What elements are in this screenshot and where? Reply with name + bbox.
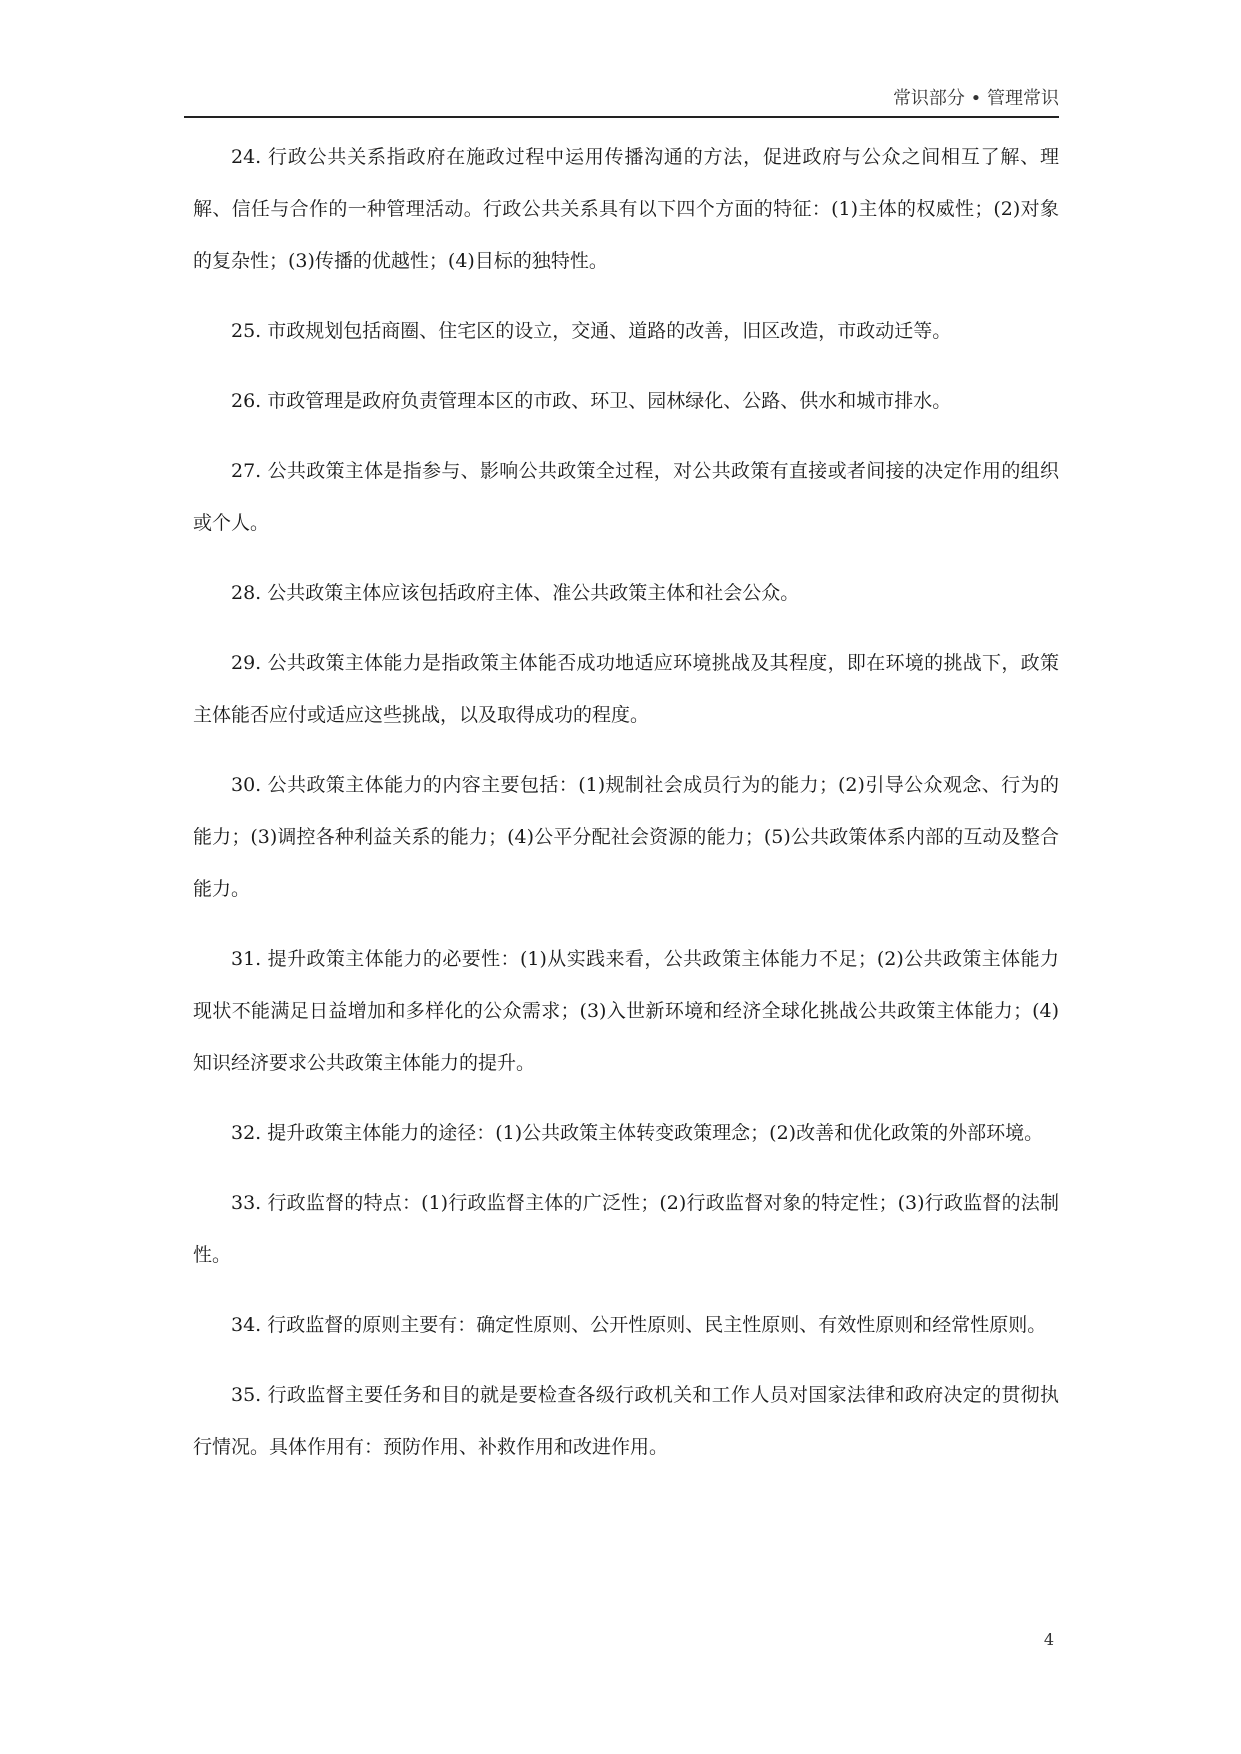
paragraph-27: 27. 公共政策主体是指参与、影响公共政策全过程，对公共政策有直接或者间接的决定作用的组织或个人。	[193, 460, 1059, 534]
paragraph-33: 33. 行政监督的特点：(1)行政监督主体的广泛性；(2)行政监督对象的特定性；(3)行政监督的法制性。	[193, 1192, 1059, 1266]
paragraph-29: 29. 公共政策主体能力是指政策主体能否成功地适应环境挑战及其程度，即在环境的挑战下，政策主体能否应付或适应这些挑战，以及取得成功的程度。	[193, 652, 1059, 726]
page-number: 4	[1043, 1630, 1054, 1649]
paragraph-25: 25. 市政规划包括商圈、住宅区的设立，交通、道路的改善，旧区改造，市政动迁等。	[231, 320, 952, 342]
paragraph-26: 26. 市政管理是政府负责管理本区的市政、环卫、园林绿化、公路、供水和城市排水。	[231, 390, 952, 412]
header-title: 常识部分 • 管理常识	[892, 88, 1059, 109]
paragraph-35: 35. 行政监督主要任务和目的就是要检查各级行政机关和工作人员对国家法律和政府决定的贯彻执行情况。具体作用有：预防作用、补救作用和改进作用。	[193, 1384, 1059, 1458]
page-header	[184, 86, 1059, 118]
paragraph-28: 28. 公共政策主体应该包括政府主体、准公共政策主体和社会公众。	[231, 582, 800, 604]
paragraph-34: 34. 行政监督的原则主要有：确定性原则、公开性原则、民主性原则、有效性原则和经常性原则。	[231, 1314, 1047, 1336]
paragraph-32: 32. 提升政策主体能力的途径：(1)公共政策主体转变政策理念；(2)改善和优化政策的外部环境。	[231, 1122, 1044, 1144]
document-body	[193, 131, 1059, 1491]
paragraph-24: 24. 行政公共关系指政府在施政过程中运用传播沟通的方法，促进政府与公众之间相互了解、理解、信任与合作的一种管理活动。行政公共关系具有以下四个方面的特征：(1)主体的权威性；(2)对象的复杂性；(3)传播的优越性；(4)目标的独特性。	[193, 146, 1059, 272]
paragraph-31: 31. 提升政策主体能力的必要性：(1)从实践来看，公共政策主体能力不足；(2)公共政策主体能力现状不能满足日益增加和多样化的公众需求；(3)入世新环境和经济全球化挑战公共政策主体能力；(4)知识经济要求公共政策主体能力的提升。	[193, 948, 1059, 1074]
paragraph-30: 30. 公共政策主体能力的内容主要包括：(1)规制社会成员行为的能力；(2)引导公众观念、行为的能力；(3)调控各种利益关系的能力；(4)公平分配社会资源的能力；(5)公共政策体系内部的互动及整合能力。	[193, 774, 1059, 900]
